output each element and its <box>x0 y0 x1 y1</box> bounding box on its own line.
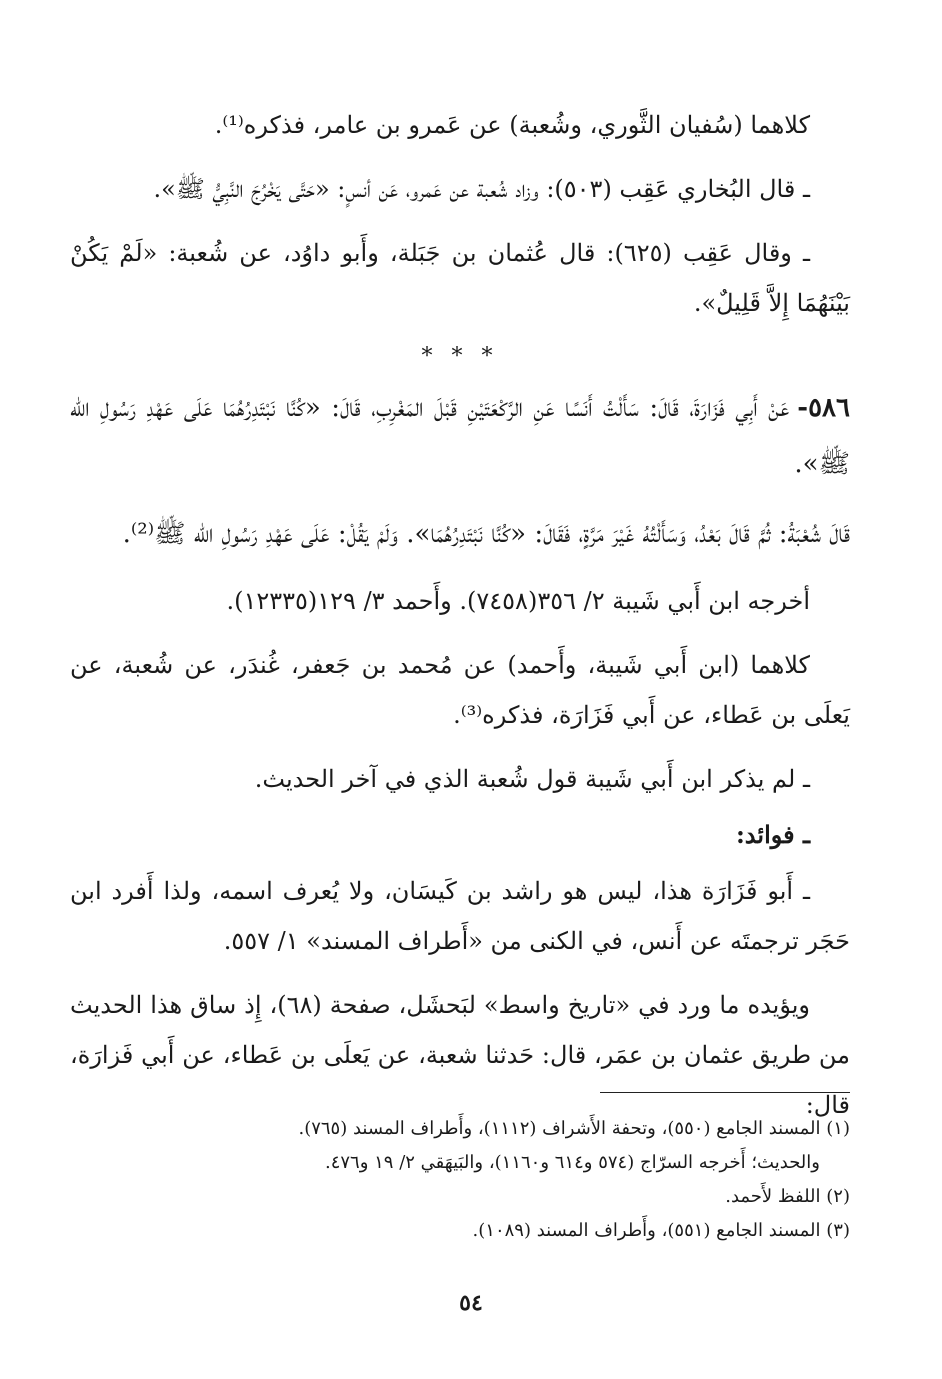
hadith-number: ٥٨٦- <box>797 393 850 423</box>
footnote-3: (٣) المسند الجامع (٥٥١)، وأَطراف المسند (١٠٨٩). <box>472 1220 850 1241</box>
page-body <box>70 100 850 1144</box>
paragraph: ـ قال البُخاري عَقِب (٥٠٣): وزاد شُعبة عن عَمرو، عَن أنسٍ: «حَتَّى يَخْرُجَ النَّبِيُّ ﷺ». <box>153 175 810 203</box>
paragraph: كلاهما (ابن أَبي شَيبة، وأَحمد) عن مُحمد بن جَعفر، غُندَر، عن شُعبة، عن يَعلَى بن عَطاء، عن أَبي فَزَارَة، فذكره⁽³⁾. <box>70 651 850 729</box>
paragraph: ـ لم يذكر ابن أَبي شَيبة قول شُعبة الذي في آخر الحديث. <box>254 765 810 793</box>
footnote-1: (١) المسند الجامع (٥٥٠)، وتحفة الأَشراف (١١١٢)، وأَطراف المسند (٧٦٥). <box>298 1118 850 1139</box>
paragraph: ـ وقال عَقِب (٦٢٥): قال عُثمان بن جَبَلة، وأَبو داوُد، عن شُعبة: «لَمْ يَكُنْ بَيْنَهُمَا إِلاَّ قَلِيلٌ». <box>70 239 850 317</box>
footnotes <box>70 1112 850 1248</box>
paragraph: أخرجه ابن أَبي شَيبة ٢/ ٣٥٦(٧٤٥٨). وأَحمد ٣/ ١٢٩(١٢٣٣٥). <box>226 587 810 615</box>
page-number: ٥٤ <box>459 1290 483 1316</box>
footnote-2: (٢) اللفظ لأَحمد. <box>725 1186 850 1207</box>
hadith-body: عَنْ أَبِي فَزَارَةَ، قَالَ: سَأَلْتُ أَنَسًا عَنِ الرَّكْعَتَيْنِ قَبْلَ المَغْرِبِ، قَالَ: «كُنَّا نَبْتَدِرُهُمَا عَلَى عَهْدِ رَسُولِ الله ﷺ». <box>70 393 850 479</box>
hadith-text-continued: قَالَ شُعْبَةُ: ثُمَّ قَالَ بَعْدُ، وَسَأَلْتُهُ غَيْرَ مَرَّةٍ، فَقَالَ: «كُنَّا نَبْتَدِرُهُمَا». وَلَمْ يَقُلْ: عَلَى عَهْدِ رَسُولِ الله ﷺ⁽²⁾. <box>122 519 850 549</box>
hadith-text <box>70 380 850 492</box>
paragraph: ـ أَبو فَزَارَة هذا، ليس هو راشد بن كَيسَان، ولا يُعرف اسمه، ولذا أَفرد ابن حَجَر ترجمتَه عن أَنس، في الكنى من «أَطراف المسند» ١/ ٥٥٧. <box>70 877 850 955</box>
benefits-heading: ـ فوائد: <box>735 820 810 849</box>
section-separator: * * * <box>421 344 499 369</box>
footnote-1-continued: والحديث؛ أَخرجه السرّاج (٥٧٤ و٦١٤ و١١٦٠)، والبَيهَقي ٢/ ١٩ و٤٧٦. <box>324 1152 820 1173</box>
footnote-divider <box>600 1092 850 1093</box>
paragraph: ويؤيده ما ورد في «تاريخ واسط» لبَحشَل، صفحة (٦٨)، إِذ ساق هذا الحديث من طريق عثمان بن عمَر، قال: حَدثنا شعبة، عن يَعلَى بن عَطاء، عن أَبي فَزارَة، قال: <box>70 991 851 1119</box>
paragraph: كلاهما (سُفيان الثَّوري، وشُعبة) عن عَمرو بن عامر، فذكره⁽¹⁾. <box>214 111 810 139</box>
